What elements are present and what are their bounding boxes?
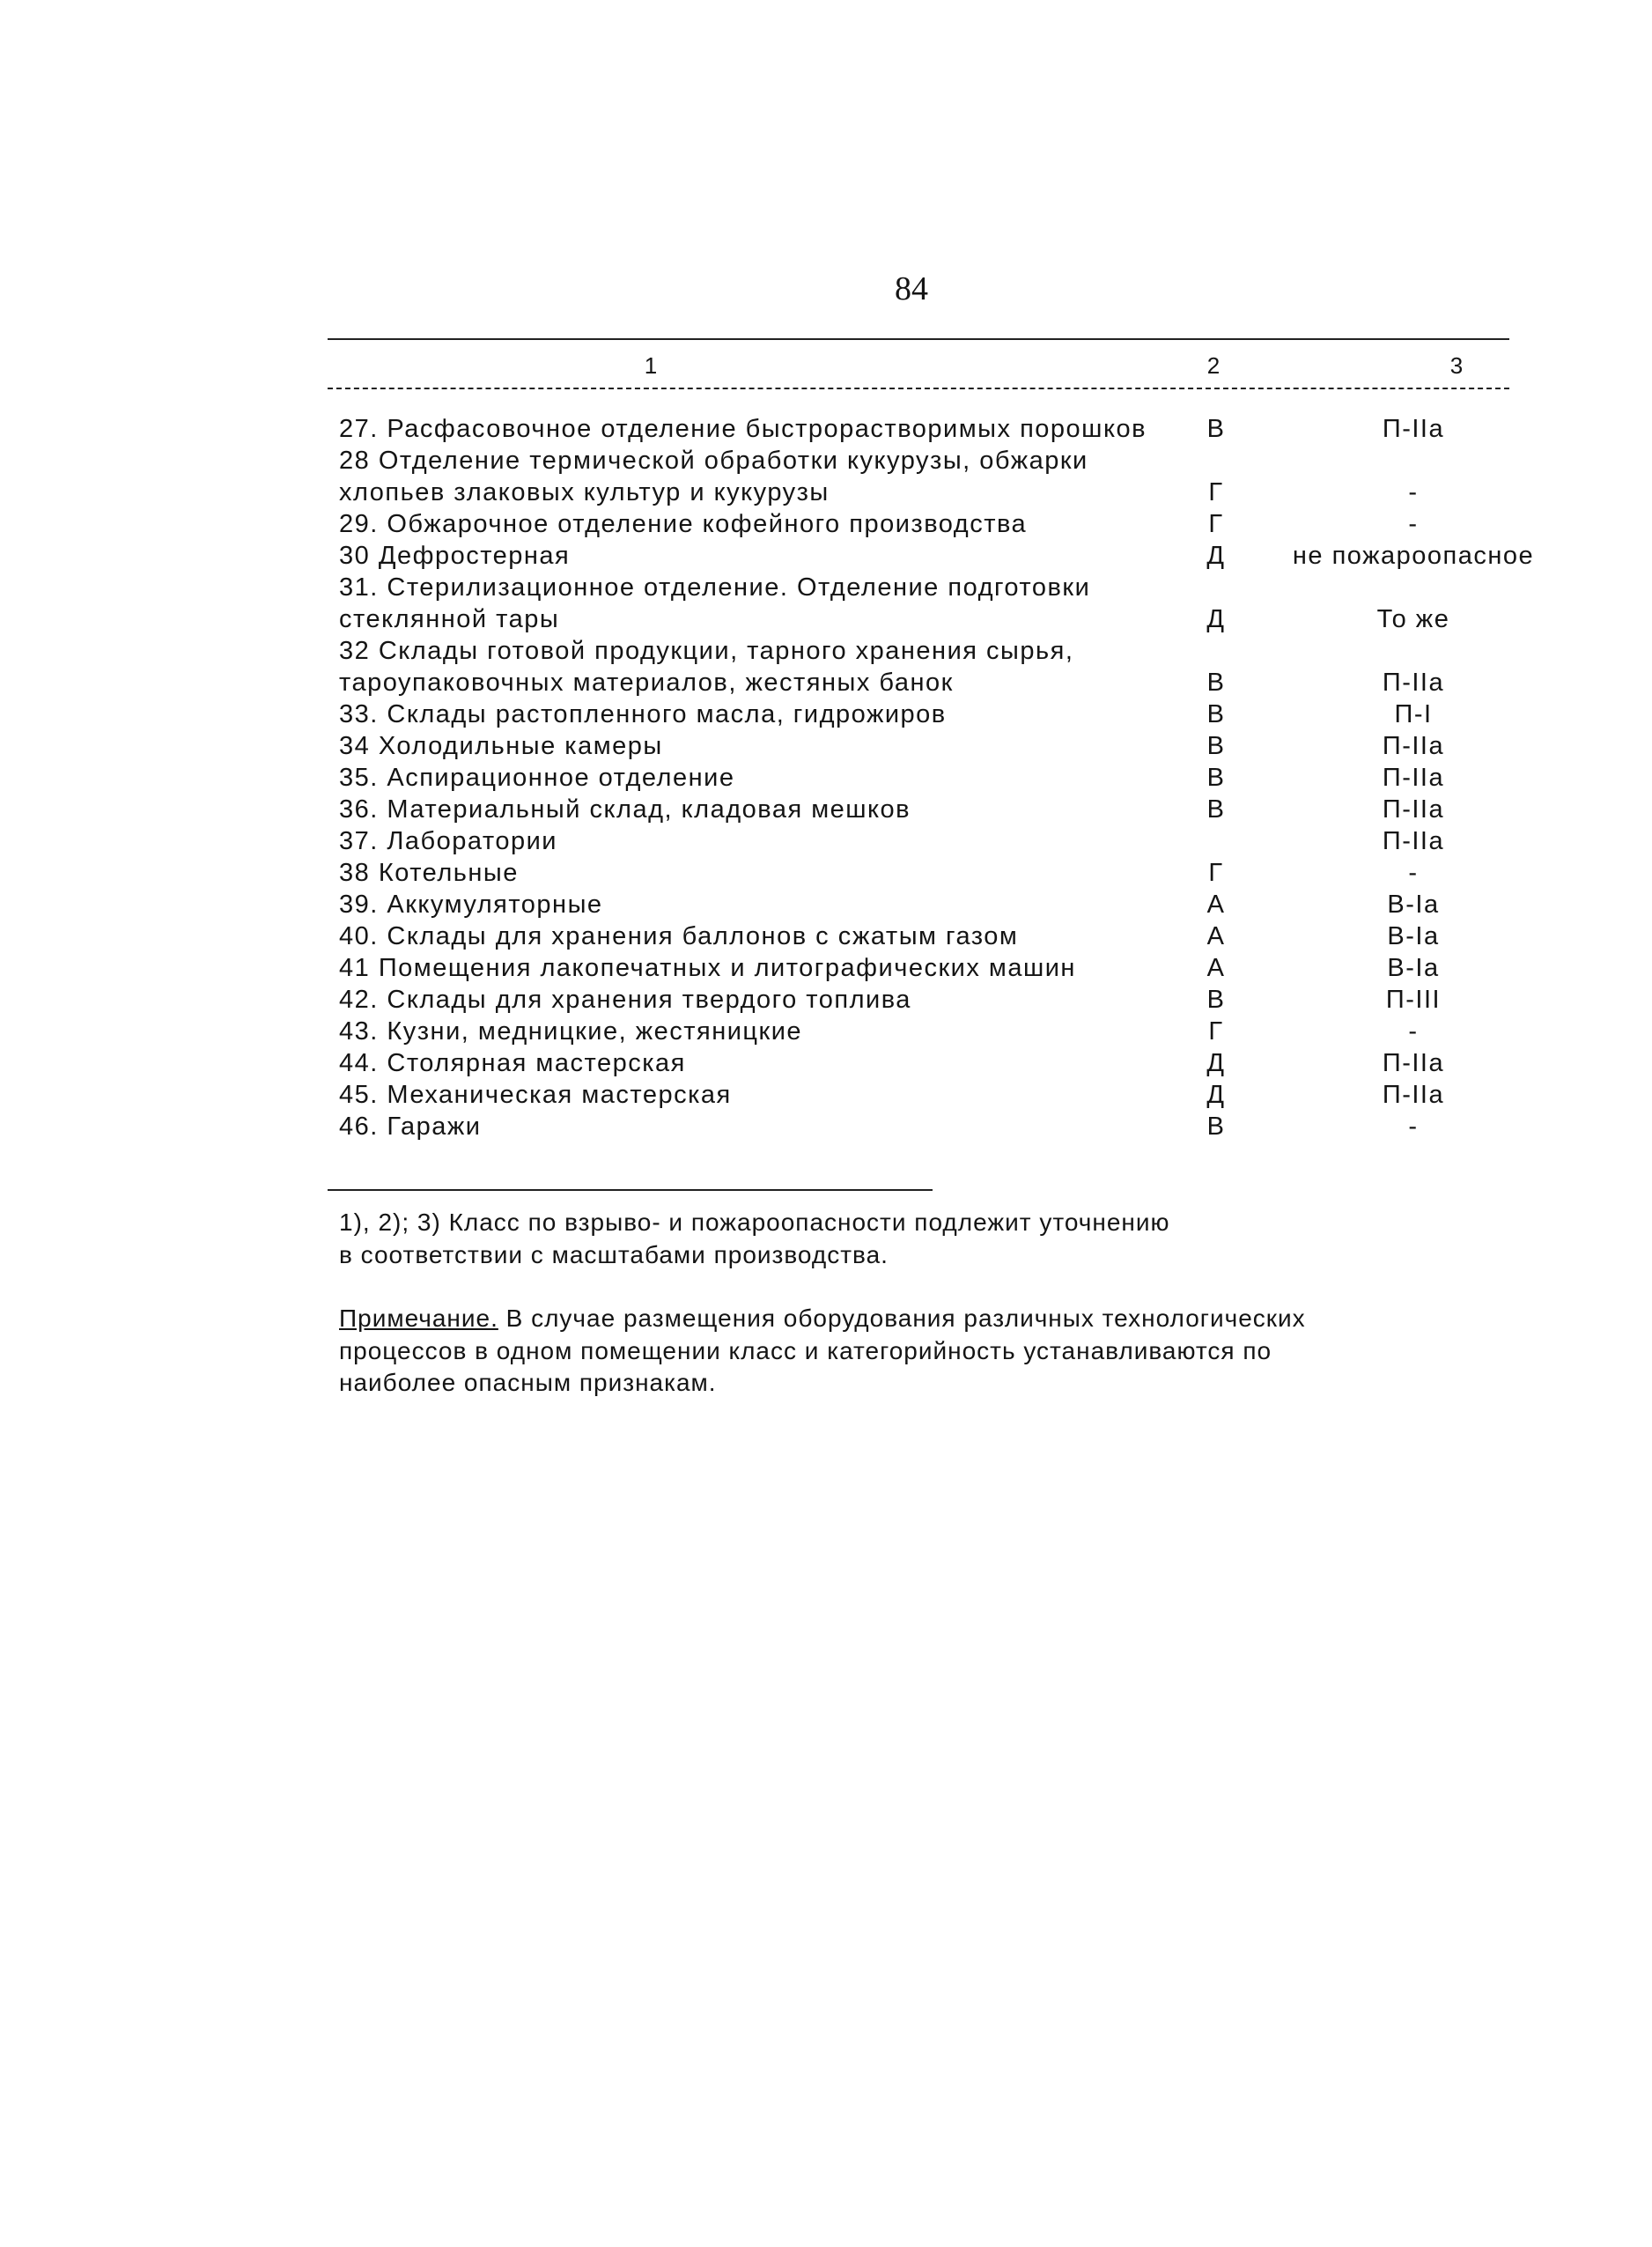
- premises-name-cell: 40. Склады для хранения баллонов с сжатым газом: [339, 922, 1019, 950]
- premises-name-cell: 27. Расфасовочное отделение быстрорастворимых порошков: [339, 415, 1147, 443]
- category-cell: В: [1206, 1112, 1226, 1141]
- hazard-class-cell: П-IIа: [1382, 1049, 1445, 1077]
- hazard-class-cell: П-IIа: [1382, 764, 1445, 792]
- table-row: [339, 984, 1572, 1016]
- category-cell: Д: [1206, 1049, 1226, 1077]
- category-cell: В: [1206, 986, 1226, 1014]
- hazard-class-cell: не пожароопасное: [1292, 542, 1535, 570]
- table-row: [339, 477, 1572, 508]
- premises-name-cell: тароупаковочных материалов, жестяных банок: [339, 669, 954, 697]
- premises-name-cell: 31. Стерилизационное отделение. Отделение подготовки: [339, 573, 1091, 602]
- table-row: [339, 603, 1572, 635]
- column-header-2: 2: [1206, 352, 1221, 379]
- table-row: [339, 1079, 1572, 1111]
- note-first-line: [339, 1303, 1306, 1335]
- table-row: [339, 508, 1572, 540]
- table-row: [339, 572, 1572, 603]
- category-cell: Д: [1206, 542, 1226, 570]
- premises-name-cell: 41 Помещения лакопечатных и литографических машин: [339, 954, 1076, 982]
- premises-name-cell: 30 Дефростерная: [339, 542, 571, 570]
- table-row: [339, 1016, 1572, 1047]
- category-cell: В: [1206, 415, 1226, 443]
- footnote: [339, 1206, 1170, 1271]
- premises-name-cell: 35. Аспирационное отделение: [339, 764, 735, 792]
- table-row: [339, 825, 1572, 857]
- category-cell: А: [1206, 954, 1226, 982]
- hazard-class-cell: П-IIа: [1382, 732, 1445, 760]
- note: [339, 1303, 1306, 1400]
- premises-table-body: [339, 413, 1572, 1142]
- premises-name-cell: 43. Кузни, медницкие, жестяницкие: [339, 1017, 803, 1046]
- category-cell: Д: [1206, 605, 1226, 633]
- premises-name-cell: 45. Механическая мастерская: [339, 1081, 732, 1109]
- table-row: [339, 413, 1572, 445]
- premises-name-cell: 33. Склады растопленного масла, гидрожиров: [339, 700, 947, 728]
- table-row: [339, 920, 1572, 952]
- hazard-class-cell: П-IIа: [1382, 827, 1445, 855]
- footnote-line: в соответствии с масштабами производства.: [339, 1241, 889, 1268]
- footnote-rule: [328, 1189, 933, 1191]
- hazard-class-cell: -: [1408, 1017, 1419, 1046]
- premises-name-cell: 44. Столярная мастерская: [339, 1049, 686, 1077]
- table-row: [339, 1047, 1572, 1079]
- hazard-class-cell: П-IIа: [1382, 669, 1445, 697]
- premises-name-cell: стеклянной тары: [339, 605, 560, 633]
- premises-name-cell: 38 Котельные: [339, 859, 519, 887]
- premises-name-cell: 46. Гаражи: [339, 1112, 482, 1141]
- hazard-class-cell: П-IIа: [1382, 795, 1445, 824]
- hazard-class-cell: П-IIа: [1382, 415, 1445, 443]
- premises-name-cell: 32 Склады готовой продукции, тарного хранения сырья,: [339, 637, 1074, 665]
- hazard-class-cell: -: [1408, 478, 1419, 506]
- table-row: [339, 445, 1572, 477]
- table-row: [339, 635, 1572, 667]
- hazard-class-cell: В-Iа: [1387, 891, 1440, 919]
- table-row: [339, 762, 1572, 794]
- category-cell: В: [1206, 764, 1226, 792]
- table-row: [339, 698, 1572, 730]
- table-row: [339, 889, 1572, 920]
- category-cell: В: [1206, 669, 1226, 697]
- hazard-class-cell: То же: [1376, 605, 1450, 633]
- hazard-class-cell: П-I: [1394, 700, 1433, 728]
- premises-name-cell: хлопьев злаковых культур и кукурузы: [339, 478, 830, 506]
- note-line: процессов в одном помещении класс и категорийность устанавливаются по: [339, 1336, 1272, 1364]
- category-cell: Г: [1208, 478, 1224, 506]
- table-row: [339, 730, 1572, 762]
- table-header-rule: [328, 388, 1509, 389]
- hazard-class-cell: П-III: [1385, 986, 1442, 1014]
- premises-name-cell: 37. Лаборатории: [339, 827, 558, 855]
- table-row: [339, 857, 1572, 889]
- table-row: [339, 794, 1572, 825]
- category-cell: А: [1206, 891, 1226, 919]
- hazard-class-cell: П-IIа: [1382, 1081, 1445, 1109]
- hazard-class-cell: -: [1408, 859, 1419, 887]
- table-row: [339, 1111, 1572, 1142]
- premises-name-cell: 28 Отделение термической обработки кукурузы, обжарки: [339, 447, 1088, 475]
- premises-name-cell: 39. Аккумуляторные: [339, 891, 603, 919]
- category-cell: А: [1206, 922, 1226, 950]
- table-row: [339, 540, 1572, 572]
- page-number: 84: [895, 270, 928, 307]
- column-header-1: 1: [644, 352, 658, 379]
- category-cell: В: [1206, 795, 1226, 824]
- table-top-rule: [328, 338, 1509, 340]
- category-cell: Г: [1208, 1017, 1224, 1046]
- note-label: Примечание.: [339, 1305, 498, 1332]
- category-cell: В: [1206, 732, 1226, 760]
- premises-name-cell: 34 Холодильные камеры: [339, 732, 663, 760]
- note-text: В случае размещения оборудования различных технологических: [498, 1305, 1306, 1332]
- hazard-class-cell: -: [1408, 510, 1419, 538]
- premises-name-cell: 36. Материальный склад, кладовая мешков: [339, 795, 911, 824]
- footnote-line: 1), 2); 3) Класс по взрыво- и пожароопасности подлежит уточнению: [339, 1209, 1170, 1236]
- category-cell: Д: [1206, 1081, 1226, 1109]
- hazard-class-cell: В-Iа: [1387, 922, 1440, 950]
- category-cell: Г: [1208, 859, 1224, 887]
- hazard-class-cell: -: [1408, 1112, 1419, 1141]
- category-cell: Г: [1208, 510, 1224, 538]
- column-header-3: 3: [1449, 352, 1464, 379]
- premises-name-cell: 42. Склады для хранения твердого топлива: [339, 986, 911, 1014]
- category-cell: В: [1206, 700, 1226, 728]
- table-row: [339, 952, 1572, 984]
- note-line: наиболее опасным признакам.: [339, 1369, 717, 1396]
- table-row: [339, 667, 1572, 698]
- premises-name-cell: 29. Обжарочное отделение кофейного производства: [339, 510, 1028, 538]
- hazard-class-cell: В-Iа: [1387, 954, 1440, 982]
